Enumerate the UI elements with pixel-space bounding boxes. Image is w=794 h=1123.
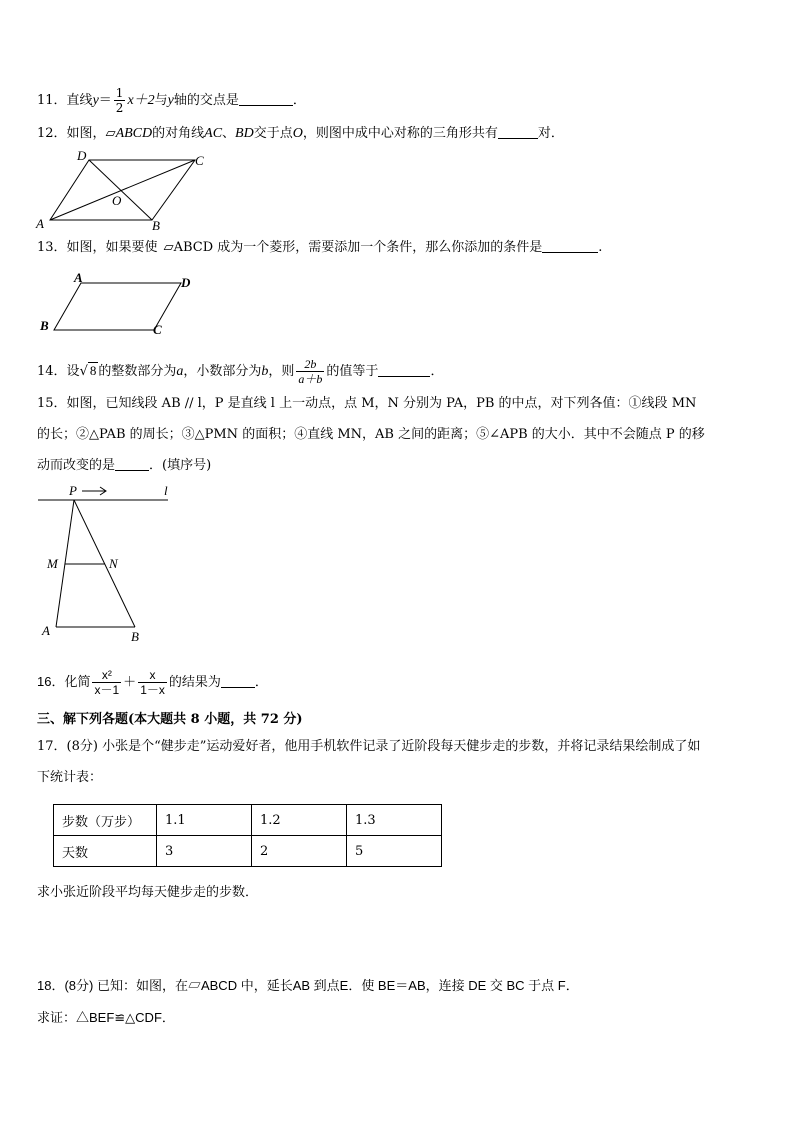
text: ．(填序号) xyxy=(149,458,212,473)
text: 直线 xyxy=(66,93,93,108)
answer-blank[interactable] xyxy=(542,238,598,253)
text: 化简 xyxy=(64,673,91,689)
table-cell: 步数（万步） xyxy=(54,805,157,836)
expression: x＋2 xyxy=(127,93,155,108)
question-15-line-2: 的长；②△PAB 的周长；③△PMN 的面积；④直线 MN，AB 之间的距离；⑤∠APB 的大小．其中不会随点 P 的移 xyxy=(37,427,705,442)
label-l: l xyxy=(164,483,168,498)
fraction-numerator: 2b xyxy=(296,357,324,372)
text: 交于点 xyxy=(253,126,293,141)
var-y: y xyxy=(167,93,174,108)
fraction-denominator: a＋b xyxy=(298,372,323,386)
answer-blank[interactable] xyxy=(221,673,255,688)
equals: ＝ xyxy=(98,93,112,108)
question-14 xyxy=(37,357,443,386)
var: O xyxy=(292,126,303,141)
question-number: 14． xyxy=(37,364,67,379)
section-3-title: 三、解下列各题(本大题共 8 小题，共 72 分) xyxy=(37,712,303,727)
table-row xyxy=(54,836,442,867)
var: ABCD xyxy=(115,126,153,141)
radicand: 8 xyxy=(89,363,97,378)
fraction xyxy=(296,357,324,386)
label-b: B xyxy=(152,218,160,233)
figure-parallelogram-12 xyxy=(30,148,220,238)
question-15-line-3 xyxy=(37,456,211,476)
fraction-numerator: x xyxy=(138,668,167,683)
text: 动而改变的是 xyxy=(37,458,116,473)
table-cell: 1.2 xyxy=(252,805,347,836)
question-15-line-1: 15．如图，已知线段 AB // l，P 是直线 l 上一动点，点 M，N 分别为 PA，PB 的中点，对下列各值：①线段 MN xyxy=(37,396,697,411)
diagonal-bd xyxy=(89,160,152,220)
table-row xyxy=(54,805,442,836)
label-b: B xyxy=(40,318,49,333)
text: ，则图中成中心对称的三角形共有 xyxy=(302,126,498,141)
question-16 xyxy=(37,668,268,697)
fraction-numerator: 1 xyxy=(115,86,124,100)
table-cell: 3 xyxy=(157,836,252,867)
answer-blank[interactable] xyxy=(115,456,149,471)
question-18-line-2: 求证：△BEF≌△CDF． xyxy=(37,1010,175,1025)
table-cell: 5 xyxy=(347,836,442,867)
parallelogram-symbol: ▱ xyxy=(105,126,116,141)
steps-table xyxy=(53,804,442,867)
figure-parallelogram-13 xyxy=(36,270,206,340)
text: 的结果为 xyxy=(168,673,221,689)
label-d: D xyxy=(77,148,87,163)
var-b: b xyxy=(261,364,269,379)
text: 轴的交点是 xyxy=(173,93,239,108)
question-number: 16． xyxy=(37,673,65,689)
text: 如图，如果要使 xyxy=(66,240,158,255)
text: 设 xyxy=(66,364,80,379)
label-a: A xyxy=(42,623,50,638)
table-cell: 天数 xyxy=(54,836,157,867)
text: ，则 xyxy=(268,364,295,379)
question-11 xyxy=(37,86,306,115)
question-13 xyxy=(37,238,602,258)
label-m: M xyxy=(47,556,58,571)
var-y: y xyxy=(92,93,99,108)
text: 、 xyxy=(222,126,236,141)
fraction-denominator: x－1 xyxy=(94,683,120,697)
fraction-denominator: 1－x xyxy=(140,683,165,697)
label-d: D xyxy=(181,275,191,290)
fraction-2 xyxy=(138,668,167,697)
label-a: A xyxy=(36,216,44,231)
square-root: √ 8 xyxy=(79,363,97,379)
text: 成为一个菱形，需要添加一个条件，那么你添加的条件是 xyxy=(217,240,543,255)
fraction-denominator: 2 xyxy=(115,101,124,115)
text: 的对角线 xyxy=(152,126,205,141)
answer-blank[interactable] xyxy=(239,91,293,106)
label-o: O xyxy=(112,193,122,208)
text: ，小数部分为 xyxy=(183,364,262,379)
parallelogram-shape xyxy=(54,283,181,330)
text: 与 xyxy=(154,93,168,108)
question-number: 11． xyxy=(37,93,67,108)
answer-blank[interactable] xyxy=(498,124,538,139)
fraction-numerator: x² xyxy=(92,668,121,683)
answer-blank[interactable] xyxy=(378,362,430,377)
label-b: B xyxy=(131,629,139,644)
table-cell: 2 xyxy=(252,836,347,867)
label-a: A xyxy=(74,270,83,285)
label-c: C xyxy=(153,322,162,337)
figure-triangle-15 xyxy=(34,480,184,645)
var: AC xyxy=(204,126,223,141)
label-n: N xyxy=(109,556,118,571)
question-number: 13． xyxy=(37,240,67,255)
plus: ＋ xyxy=(123,673,137,689)
question-17-line-2: 下统计表： xyxy=(37,770,103,785)
text: 对． xyxy=(537,126,564,141)
text: . xyxy=(598,240,603,255)
text: ． xyxy=(254,673,268,689)
question-17-ask: 求小张近阶段平均每天健步走的步数． xyxy=(37,885,259,900)
table-cell: 1.3 xyxy=(347,805,442,836)
question-12 xyxy=(37,124,564,144)
var-a: a xyxy=(176,364,184,379)
text: 如图， xyxy=(66,126,106,141)
fraction xyxy=(114,86,126,115)
label-p: P xyxy=(69,483,77,498)
table-cell: 1.1 xyxy=(157,805,252,836)
text: 的值等于 xyxy=(326,364,379,379)
text: ABCD xyxy=(173,240,214,255)
text: 的整数部分为 xyxy=(98,364,177,379)
question-18-line-1: 18．(8分) 已知：如图，在▱ABCD 中，延长AB 到点E．使 BE＝AB，连接 DE 交 BC 于点 F． xyxy=(37,978,579,993)
text: ． xyxy=(292,93,306,108)
var: BD xyxy=(235,126,254,141)
question-17-line-1: 17．(8分) 小张是个“健步走”运动爱好者，他用手机软件记录了近阶段每天健步走的步数，并将记录结果绘制成了如 xyxy=(37,739,701,754)
label-c: C xyxy=(195,153,204,168)
question-number: 12． xyxy=(37,126,67,141)
parallelogram-symbol: ▱ xyxy=(163,240,174,255)
fraction-1 xyxy=(92,668,121,697)
text: ． xyxy=(430,364,444,379)
